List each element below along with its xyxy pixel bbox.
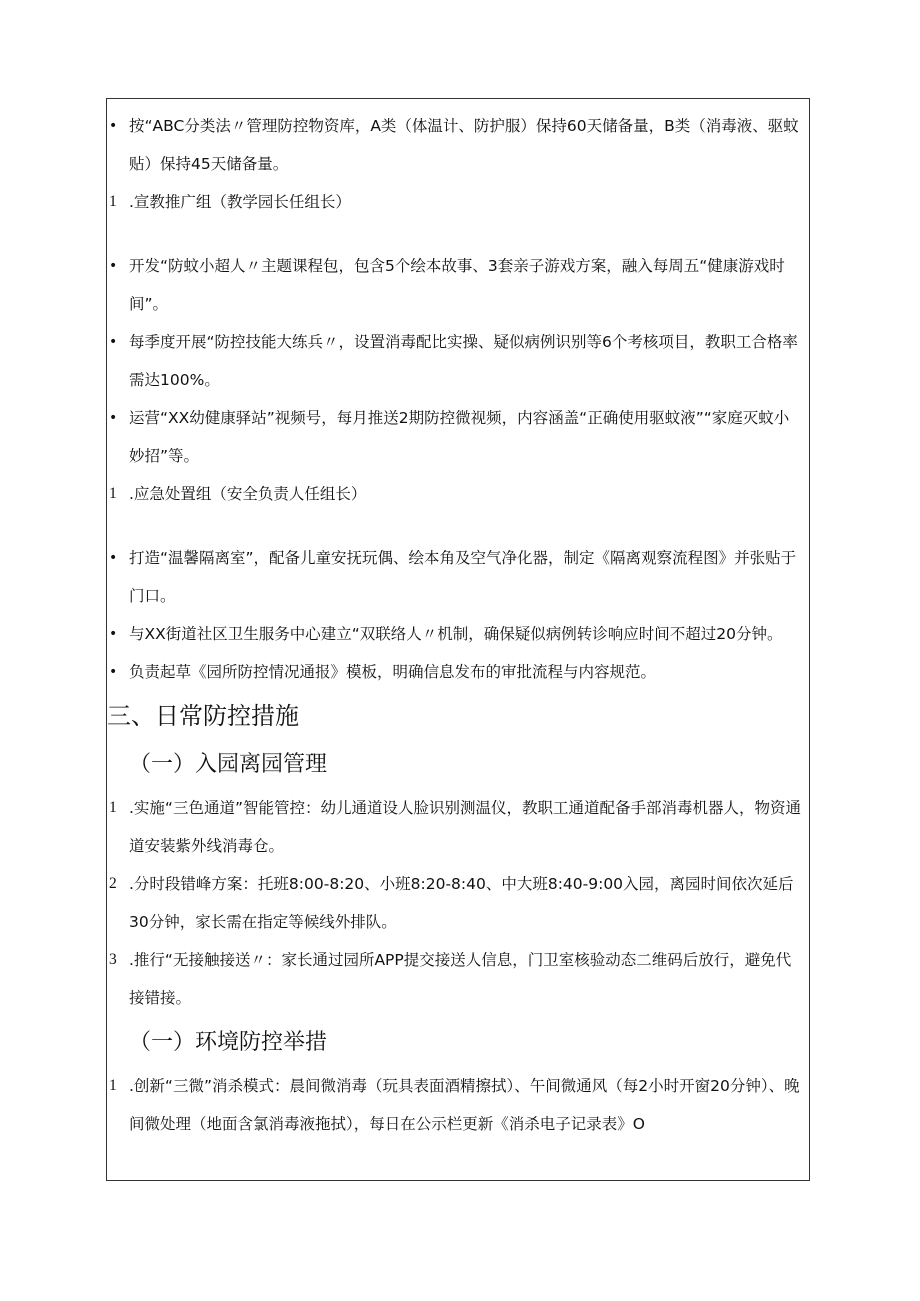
- item-number: 3: [109, 951, 117, 968]
- list-item: [107, 323, 809, 399]
- list-item-text: 运营“XX幼健康驿站”视频号，每月推送2期防控微视频，内容涵盖“正确使用驱蚊液”“家庭灭蚊小妙招”等。: [129, 409, 790, 465]
- subsection-heading-entry: （一）入园离园管理: [129, 752, 328, 777]
- group-title-text: .应急处置组（安全负责人任组长）: [129, 485, 367, 503]
- item-number: 1: [109, 799, 117, 816]
- bullet-marker: •: [109, 410, 118, 426]
- bullet-marker: •: [109, 118, 118, 134]
- list-item: [107, 653, 809, 691]
- list-item: [107, 615, 809, 653]
- group-number: 1: [109, 193, 117, 210]
- list-item-text: 与XX街道社区卫生服务中心建立“双联络人〃机制，确保疑似病例转诊响应时间不超过20分钟。: [129, 625, 783, 643]
- bullet-marker: •: [109, 550, 118, 566]
- subsection-heading-environment: （一）环境防控举措: [129, 1030, 328, 1055]
- numbered-item: [107, 865, 809, 941]
- document-frame: [106, 98, 810, 1181]
- section-heading: 三、日常防控措施: [107, 702, 299, 730]
- list-item-text: 按“ABC分类法〃管理防控物资库，A类（体温计、防护服）保持60天储备量，B类（消毒液、驱蚊贴）保持45天储备量。: [129, 117, 799, 173]
- numbered-item-text: .创新“三微”消杀模式：晨间微消毒（玩具表面酒精擦拭）、午间微通风（每2小时开窗20分钟）、晚间微处理（地面含氯消毒液拖拭），每日在公示栏更新《消杀电子记录表》O: [129, 1077, 800, 1133]
- list-item-text: 每季度开展“防控技能大练兵〃，设置消毒配比实操、疑似病例识别等6个考核项目，教职工合格率需达100%。: [129, 333, 798, 389]
- group-number: 1: [109, 485, 117, 502]
- list-item: [107, 399, 809, 475]
- group-title-publicity: [107, 183, 809, 221]
- item-number: 1: [109, 1077, 117, 1094]
- list-item: [107, 539, 809, 615]
- bullet-marker: •: [109, 626, 118, 642]
- group-title-text: .宣教推广组（教学园长任组长）: [129, 193, 351, 211]
- list-item-text: 开发“防蚊小超人〃主题课程包，包含5个绘本故事、3套亲子游戏方案，融入每周五“健康游戏时间”。: [129, 257, 785, 313]
- numbered-item-text: .实施“三色通道”智能管控：幼儿通道设人脸识别测温仪，教职工通道配备手部消毒机器人，物资通道安装紫外线消毒仓。: [129, 799, 801, 855]
- list-item: [107, 247, 809, 323]
- spacer: [107, 221, 809, 247]
- document-content: [107, 107, 809, 1143]
- group-title-emergency: [107, 475, 809, 513]
- spacer: [107, 513, 809, 539]
- numbered-item-text: .推行“无接触接送〃：家长通过园所APP提交接送人信息，门卫室核验动态二维码后放行，避免代接错接。: [129, 951, 792, 1007]
- numbered-item: [107, 1067, 809, 1143]
- list-item: [107, 107, 809, 183]
- numbered-item: [107, 941, 809, 1017]
- bullet-marker: •: [109, 258, 118, 274]
- list-item-text: 负责起草《园所防控情况通报》模板，明确信息发布的审批流程与内容规范。: [129, 663, 657, 681]
- numbered-item-text: .分时段错峰方案：托班8:00-8:20、小班8:20-8:40、中大班8:40-9:00入园，离园时间依次延后30分钟，家长需在指定等候线外排队。: [129, 875, 794, 931]
- bullet-marker: •: [109, 664, 118, 680]
- numbered-item: [107, 789, 809, 865]
- bullet-marker: •: [109, 334, 118, 350]
- item-number: 2: [109, 875, 117, 892]
- list-item-text: 打造“温馨隔离室”，配备儿童安抚玩偶、绘本角及空气净化器，制定《隔离观察流程图》并张贴于门口。: [129, 549, 797, 605]
